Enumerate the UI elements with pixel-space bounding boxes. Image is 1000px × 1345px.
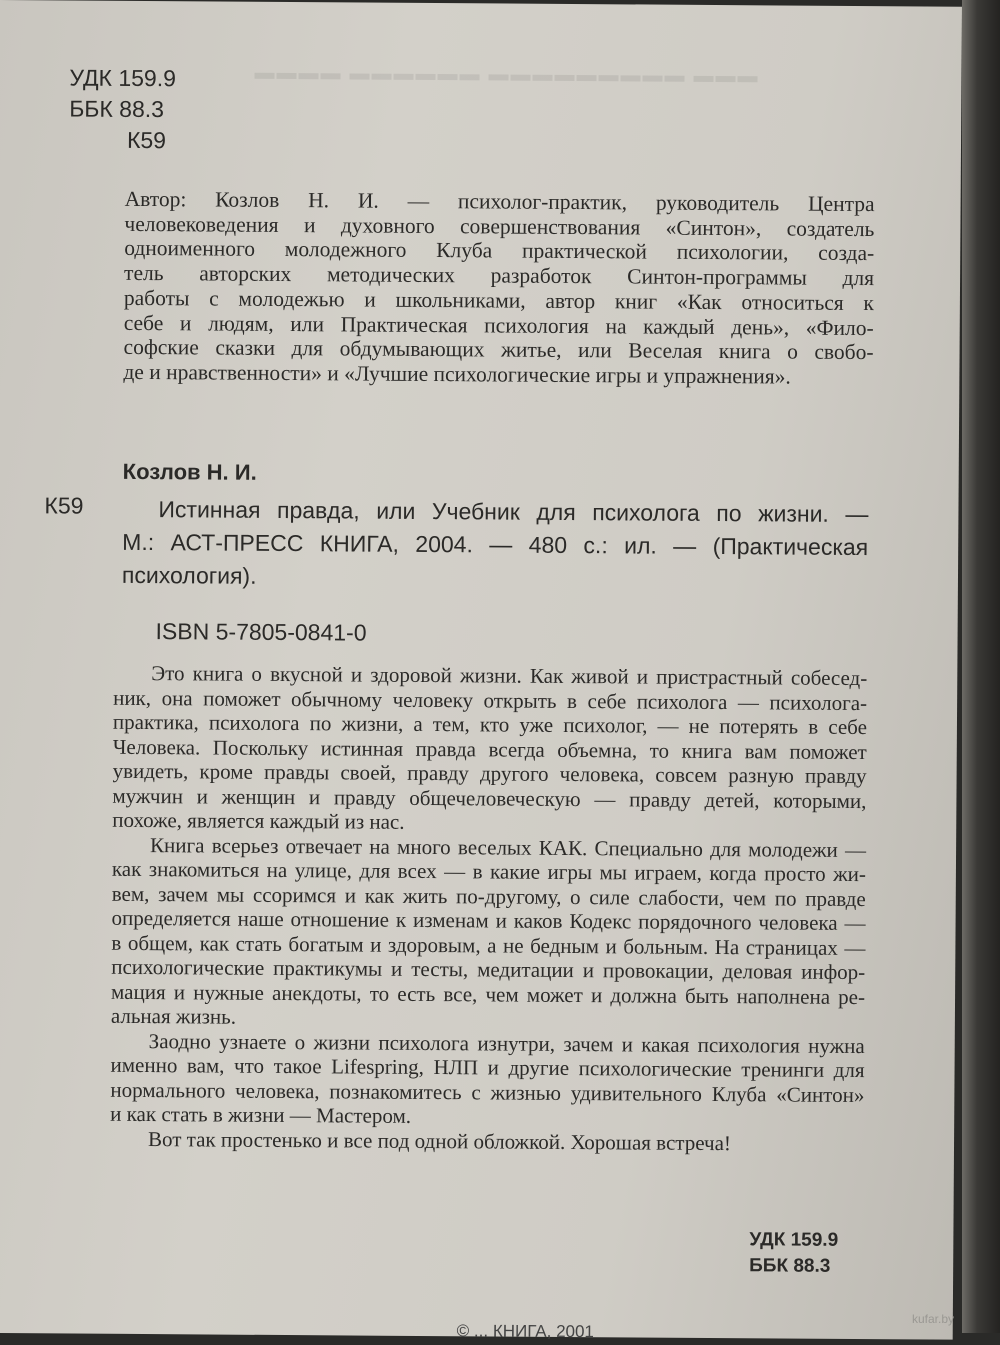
footer-udk: УДК 159.9 <box>749 1229 839 1251</box>
annotation-line: мация и нужные анекдоты, то есть все, чем может и должна быть наполнена ре- <box>110 979 866 1009</box>
author-note-line: человековедения и духовного совершенствования «Синтон», создатель <box>124 211 875 241</box>
author-note-line: тель авторских методических разработок Синтон-программы для <box>124 260 875 291</box>
isbn: ISBN 5-7805-0841-0 <box>155 618 367 646</box>
copyright-line: © ... КНИГА, 2001 <box>456 1321 595 1342</box>
footer-bbk: ББК 88.3 <box>749 1255 831 1277</box>
catalog-heading: Козлов Н. И. <box>122 458 257 485</box>
annotation-line: альная жизнь. <box>110 1003 237 1029</box>
author-note-line: одноименного молодежного Клуба практической психологии, созда- <box>124 236 875 266</box>
annotation-line: Человека. Поскольку истинная правда всегда объемна, то книга вам поможет <box>112 734 867 764</box>
bibliographic-record <box>122 493 869 597</box>
annotation-paragraph <box>112 661 867 838</box>
annotation-line: психологические практикумы и тесты, медитации и провокации, деловая инфор- <box>111 954 866 985</box>
annotation-paragraph <box>110 1028 865 1131</box>
author-mark: К59 <box>126 126 167 154</box>
annotation-line: Заодно узнаете о жизни психолога изнутри, зачем и какая психология нужна <box>148 1028 865 1058</box>
watermark: kufar.by <box>912 1312 955 1326</box>
author-note-line: софские сказки для обдумывающих житье, или Веселая книга о свобо- <box>123 335 874 365</box>
annotation-line: практика, психолога по жизни, а тем, кто уже психолог, — не потерять в себе <box>112 709 868 740</box>
annotation-line: в общем, как стать богатым и здоровым, а не бедным и больным. На страницах — <box>111 930 866 960</box>
bbk-code: ББК 88.3 <box>69 95 165 123</box>
annotation-line: именно вам, что такое Lifespring, НЛП и другие психологические тренинги для <box>110 1052 865 1083</box>
annotation-line: Книга всерьез отвечает на много веселых КАК. Специально для молодежи — <box>150 832 867 862</box>
annotation-line: как знакомиться на улице, для всех — в какие игры мы играем, когда просто жи- <box>111 856 867 887</box>
annotation-line: Вот так простенько и все под одной обложкой. Хорошая встреча! <box>147 1126 732 1155</box>
catalog-code: К59 <box>44 492 84 519</box>
author-note <box>123 187 874 390</box>
biblio-line: психология). <box>121 561 257 589</box>
annotation-paragraph <box>111 832 866 1033</box>
author-note-line: Автор: Козлов Н. И. — психолог-практик, руководитель Центра <box>124 186 875 217</box>
book-spine <box>962 0 1000 1333</box>
author-note-line: себе и людям, или Практическая психология на каждый день», «Фило- <box>123 310 874 340</box>
annotation <box>110 661 867 1156</box>
biblio-line: Истинная правда, или Учебник для психолога по жизни. — <box>158 496 869 528</box>
annotation-line: и как стать в жизни — Мастером. <box>110 1101 412 1128</box>
annotation-line: увидеть, кроме правды своей, правду другого человека, совсем разную правду <box>112 758 867 789</box>
udk-code: УДК 159.9 <box>69 64 177 92</box>
annotation-line: Это книга о вкусной и здоровой жизни. Как живой и пристрастный собесед- <box>151 661 868 691</box>
bleed-through-text: ▬▬▬▬ ▬▬▬▬▬▬ ▬▬▬▬▬▬▬▬▬ ▬▬▬ <box>254 61 760 88</box>
annotation-line: ник, она поможет обычному человеку открыть в себе психолога — психолога- <box>113 685 868 715</box>
annotation-line: нормального человека, познакомитесь с жизнью удивительного Клуба «Синтон» <box>110 1077 865 1107</box>
annotation-paragraph <box>110 1126 864 1156</box>
annotation-line: вем, зачем мы ссоримся и как жить по-другому, о силе слабости, чем по правде <box>111 881 866 911</box>
annotation-line: мужчин и женщин и правду общечеловеческую — правду детей, которыми, <box>112 783 867 813</box>
author-note-line: де и нравственности» и «Лучшие психологические игры и упражнения». <box>123 359 791 389</box>
footer-codes <box>749 1227 838 1280</box>
classification-codes <box>69 62 176 156</box>
biblio-line: М.: АСТ-ПРЕСС КНИГА, 2004. — 480 с.: ил. — (Практическая <box>122 528 869 561</box>
annotation-line: похоже, является каждый из нас. <box>112 807 405 834</box>
author-note-line: работы с молодежью и школьниками, автор книг «Как относиться к <box>123 285 874 315</box>
annotation-line: определяется наше отношение к изменам и каков Кодекс порядочного человека — <box>111 905 866 936</box>
